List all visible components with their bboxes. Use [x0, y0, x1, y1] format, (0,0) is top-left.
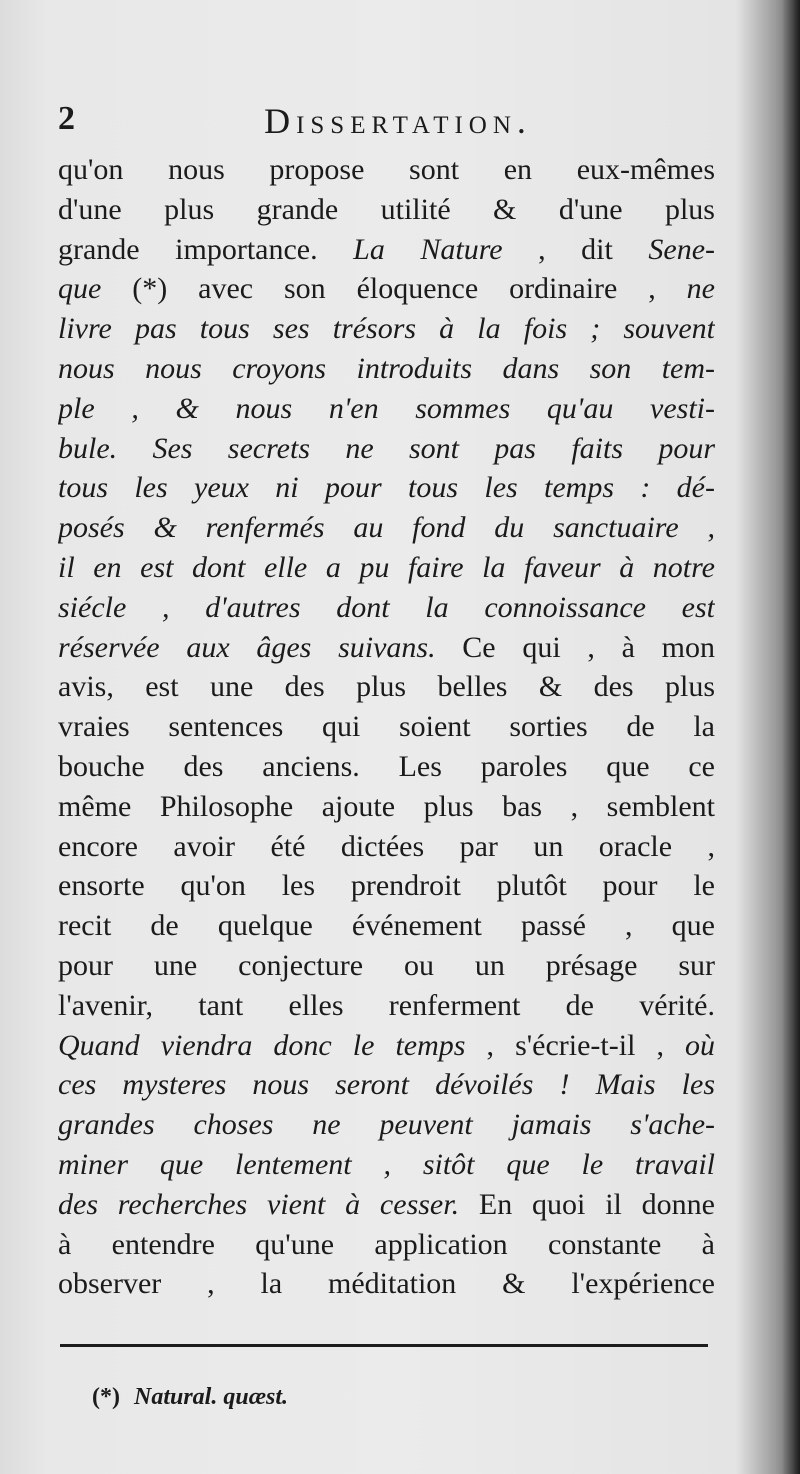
italic-text-segment: que: [58, 272, 102, 306]
text-segment: pour une conjecture ou un présage sur: [58, 948, 715, 982]
text-line: [58, 906, 715, 946]
text-line: [58, 1225, 715, 1265]
text-line: [58, 827, 715, 867]
text-segment: encore avoir été dictées par un oracle ,: [58, 829, 715, 863]
italic-text-segment: des recherches vient à cesser.: [58, 1187, 460, 1221]
italic-text-segment: La Nature: [353, 232, 503, 266]
text-line: [58, 548, 715, 588]
text-segment: En quoi il donne: [459, 1187, 715, 1221]
italic-text-segment: ne: [686, 272, 715, 306]
italic-text-segment: bule. Ses secrets ne sont pas faits pour: [58, 431, 715, 465]
text-line: [58, 309, 715, 349]
text-segment: vraies sentences qui soient sorties de la: [58, 710, 715, 744]
text-segment: grande importance.: [58, 232, 354, 266]
text-segment: même Philosophe ajoute plus bas , semblent: [58, 789, 715, 823]
footnote: [92, 1382, 288, 1412]
text-segment: , dit: [502, 232, 649, 266]
text-line: [58, 1145, 715, 1185]
text-segment: , s'écrie-t-il ,: [465, 1028, 686, 1062]
text-line: [58, 190, 715, 230]
text-line: [58, 468, 715, 508]
text-line: [58, 269, 715, 309]
footnote-rule: [60, 1344, 708, 1347]
text-segment: bouche des anciens. Les paroles que ce: [58, 749, 715, 783]
text-segment: recit de quelque événement passé , que: [58, 909, 715, 943]
page-header: [58, 100, 718, 144]
italic-text-segment: Sene-: [648, 232, 715, 266]
text-line: [58, 707, 715, 747]
footnote-mark: (*): [92, 1384, 120, 1410]
text-line: [58, 389, 715, 429]
binding-edge-shadow: [782, 0, 800, 1474]
text-segment: l'avenir, tant elles renferment de vérité.: [58, 988, 715, 1022]
text-line: [58, 628, 715, 668]
italic-text-segment: posés & renfermés au fond du sanctuaire ,: [58, 511, 715, 545]
text-segment: d'une plus grande utilité & d'une plus: [58, 192, 715, 226]
italic-text-segment: Quand viendra donc le temps: [58, 1028, 466, 1062]
italic-text-segment: réservée aux âges suivans.: [58, 630, 436, 664]
text-line: [58, 1026, 715, 1066]
text-line: [58, 1264, 715, 1304]
footnote-reference: Natural. quæst.: [133, 1384, 289, 1410]
text-line: [58, 588, 715, 628]
italic-text-segment: ces mysteres nous seront dévoilés ! Mais les: [58, 1068, 715, 1102]
italic-text-segment: grandes choses ne peuvent jamais s'ache-: [58, 1108, 715, 1142]
italic-text-segment: miner que lentement , sitôt que le travail: [58, 1147, 715, 1181]
text-segment: ensorte qu'on les prendroit plutôt pour le: [58, 869, 715, 903]
text-segment: Ce qui , à mon: [435, 630, 715, 664]
text-line: [58, 946, 715, 986]
text-line: [58, 429, 715, 469]
text-line: [58, 508, 715, 548]
italic-text-segment: ple , & nous n'en sommes qu'au vesti-: [58, 391, 715, 425]
italic-text-segment: livre pas tous ses trésors à la fois ; souvent: [58, 312, 715, 346]
body-text: [58, 150, 715, 1304]
running-head: Dissertation.: [264, 101, 532, 141]
italic-text-segment: nous nous croyons introduits dans son tem-: [58, 351, 715, 385]
text-line: [58, 1185, 715, 1225]
text-segment: avis, est une des plus belles & des plus: [58, 670, 715, 704]
text-segment: à entendre qu'une application constante à: [58, 1227, 715, 1261]
text-segment: observer , la méditation & l'expérience: [58, 1267, 715, 1301]
text-line: [58, 986, 715, 1026]
text-segment: (*) avec son éloquence ordinaire ,: [101, 272, 687, 306]
text-line: [58, 230, 715, 270]
italic-text-segment: il en est dont elle a pu faire la faveur à notre: [58, 550, 715, 584]
italic-text-segment: siécle , d'autres dont la connoissance est: [58, 590, 715, 624]
text-line: [58, 150, 715, 190]
text-line: [58, 787, 715, 827]
italic-text-segment: tous les yeux ni pour tous les temps : dé-: [58, 471, 715, 505]
text-line: [58, 866, 715, 906]
text-line: [58, 667, 715, 707]
text-line: [58, 1105, 715, 1145]
italic-text-segment: où: [685, 1028, 715, 1062]
text-line: [58, 349, 715, 389]
text-segment: qu'on nous propose sont en eux-mêmes: [58, 153, 715, 186]
text-line: [58, 1065, 715, 1105]
text-line: [58, 747, 715, 787]
page-number: 2: [58, 100, 76, 137]
